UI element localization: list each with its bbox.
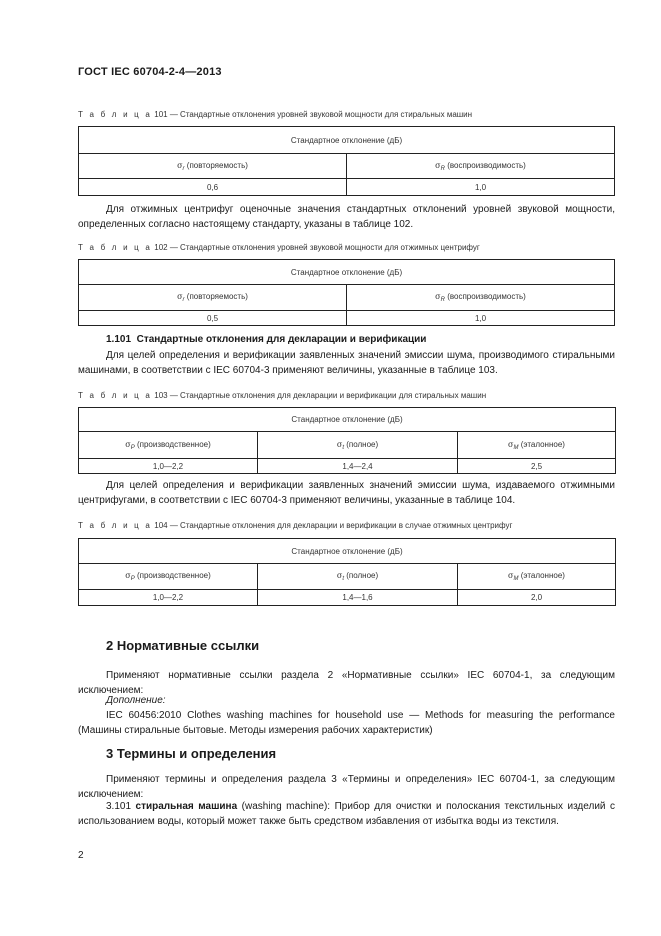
section-heading-1-101: 1.101 Стандартные отклонения для декларации и верификации <box>106 334 427 345</box>
table-label: Т а б л и ц а <box>78 110 153 119</box>
table-cell: 1,0 <box>347 311 615 326</box>
table-103 <box>78 407 616 474</box>
addition-block <box>78 693 615 738</box>
col-header-reference: $\sigma_M$ (эталонное) <box>458 432 616 459</box>
paragraph: Применяют нормативные ссылки раздела 2 «Нормативные ссылки» IEC 60704-1, за следующим исключением: <box>78 670 615 696</box>
table-101-caption <box>78 110 472 119</box>
table-cell: 1,4—2,4 <box>258 459 458 474</box>
page-number: 2 <box>78 850 84 861</box>
paragraph: Применяют термины и определения раздела 3 «Термины и определения» IEC 60704-1, за следующим исключением: <box>78 774 615 800</box>
table-102 <box>78 259 615 326</box>
col-header-repeatability: $\sigma_r$ (повторяемость) <box>79 154 347 179</box>
table-104 <box>78 538 616 606</box>
table-cell: 1,0 <box>347 179 615 196</box>
paragraph: Для целей определения и верификации заявленных значений эмиссии шума, издаваемого отжимными центрифугами, в соответствии с IEC 60704-3 применяют величины, указанные в таблице 104. <box>78 480 615 506</box>
paragraph: Для отжимных центрифуг оценочные значения стандартных отклонений уровней звуковой мощности, определенных согласно настоящему стандарту, указаны в таблице 102. <box>78 204 615 230</box>
table-cell: 2,0 <box>458 590 616 606</box>
addition-label: Дополнение: <box>106 695 166 706</box>
table-103-caption: Т а б л и ц а 103 — Стандартные отклонения для декларации и верификации для стиральных машин <box>78 391 487 400</box>
table-header-std-dev: Стандартное отклонение (дБ) <box>79 408 616 432</box>
table-cell: 0,5 <box>79 311 347 326</box>
term-definition: 3.101 стиральная машина (washing machine): Прибор для очистки и полоскания текстильных изделий с использованием воды, который может также быть средством избавления от избытка воды из текстиля. <box>78 801 615 827</box>
col-header-production: $\sigma_P$ (производственное) <box>79 564 258 590</box>
col-header-production: $\sigma_P$ (производственное) <box>79 432 258 459</box>
col-header-total: $\sigma_t$ (полное) <box>258 564 458 590</box>
table-cell: 1,0—2,2 <box>79 459 258 474</box>
document-code: ГОСТ IEC 60704-2-4—2013 <box>78 66 222 78</box>
table-101 <box>78 126 615 196</box>
table-header-std-dev: Стандартное отклонение (дБ) <box>79 539 616 564</box>
table-header-std-dev: Стандартное отклонение (дБ) <box>79 127 615 154</box>
section-3-heading: 3 Термины и определения <box>106 746 277 761</box>
section-2-heading: 2 Нормативные ссылки <box>106 638 260 653</box>
col-header-repeatability: $\sigma_r$ (повторяемость) <box>79 285 347 311</box>
col-header-reproducibility: $\sigma_R$ (воспроизводимость) <box>347 154 615 179</box>
table-cell: 2,5 <box>458 459 616 474</box>
table-title: 101 — Стандартные отклонения уровней звуковой мощности для стиральных машин <box>154 110 473 119</box>
term: стиральная машина <box>135 801 238 812</box>
table-102-caption: Т а б л и ц а 102 — Стандартные отклонения уровней звуковой мощности для отжимных центрифуг <box>78 243 480 252</box>
addition-text: IEC 60456:2010 Clothes washing machines for household use — Methods for measuring the performance (Машины стиральные бытовые. Методы измерения рабочих характеристик) <box>78 710 615 736</box>
paragraph: Для целей определения и верификации заявленных значений эмиссии шума, производимого стиральными машинами, в соответствии с IEC 60704-3 применяют величины, указанные в таблице 103. <box>78 350 615 376</box>
table-header-std-dev: Стандартное отклонение (дБ) <box>79 260 615 285</box>
table-104-caption: Т а б л и ц а 104 — Стандартные отклонения для декларации и верификации в случае отжимных центрифуг <box>78 521 513 530</box>
col-header-reference: $\sigma_M$ (эталонное) <box>458 564 616 590</box>
table-cell: 1,0—2,2 <box>79 590 258 606</box>
col-header-total: $\sigma_t$ (полное) <box>258 432 458 459</box>
table-cell: 0,6 <box>79 179 347 196</box>
col-header-reproducibility: $\sigma_R$ (воспроизводимость) <box>347 285 615 311</box>
table-cell: 1,4—1,6 <box>258 590 458 606</box>
